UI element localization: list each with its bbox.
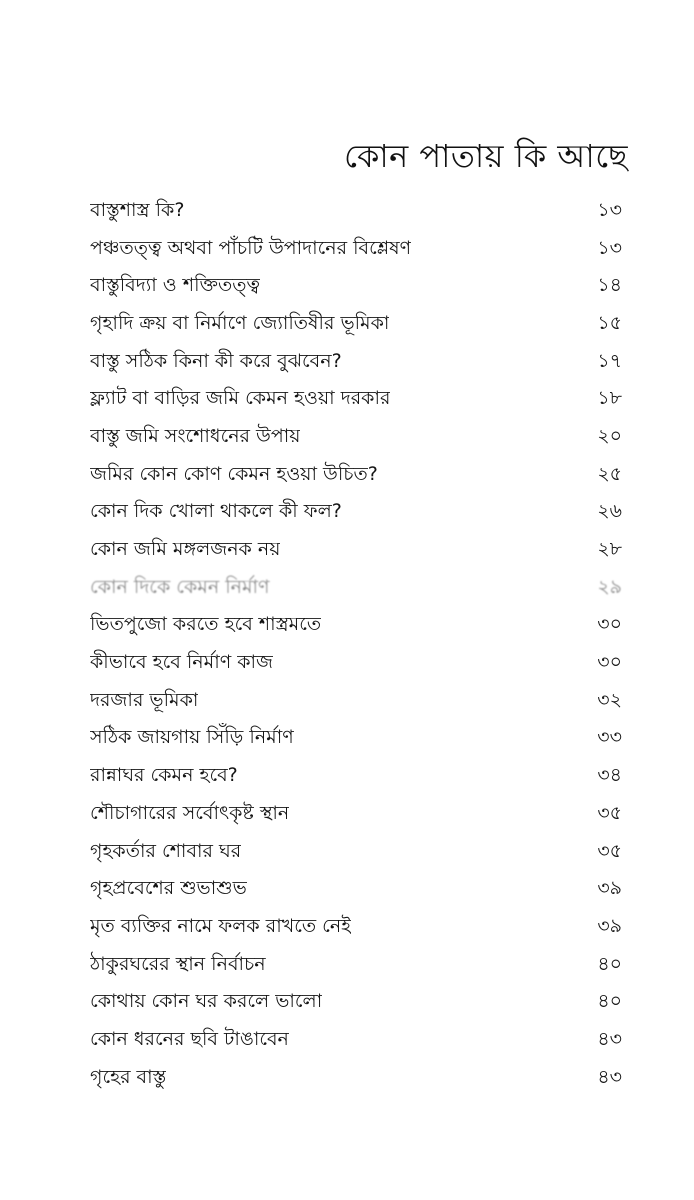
- toc-entry: [90, 193, 622, 231]
- toc-entry-title: দরজার ভূমিকা: [90, 688, 199, 711]
- toc-entry-page: ৪০: [597, 990, 622, 1013]
- toc-entry-page: ৪৩: [597, 1065, 622, 1088]
- toc-entry: [90, 947, 622, 985]
- toc-entry-page: ২৫: [597, 462, 622, 485]
- toc-entry: [90, 1060, 622, 1098]
- toc-entry-page: ১৪: [597, 274, 622, 297]
- toc-entry: [90, 457, 622, 495]
- toc-entry: [90, 796, 622, 834]
- toc-entry-page: ২৯: [597, 575, 622, 598]
- toc-entry-page: ৪০: [597, 952, 622, 975]
- toc-entry: [90, 721, 622, 759]
- toc-entry-title: মৃত ব্যক্তির নামে ফলক রাখতে নেই: [90, 914, 352, 937]
- toc-entry: [90, 495, 622, 533]
- toc-entry-title: সঠিক জায়গায় সিঁড়ি নির্মাণ: [90, 726, 294, 749]
- toc-entry: [90, 683, 622, 721]
- toc-entry: [90, 909, 622, 947]
- toc-entry-title: কোন দিক খোলা থাকলে কী ফল?: [90, 500, 342, 523]
- toc-entry: [90, 834, 622, 872]
- toc-entry-title: গৃহাদি ক্রয় বা নির্মাণে জ্যোতিষীর ভূমিকা: [90, 311, 390, 334]
- toc-entry: [90, 344, 622, 382]
- toc-entry-title: পঞ্চতত্ত্ব অথবা পাঁচটি উপাদানের বিশ্লেষণ: [90, 236, 412, 259]
- toc-entry-title: গৃহকর্তার শোবার ঘর: [90, 839, 242, 862]
- toc-entry-title: বাস্তু সঠিক কিনা কী করে বুঝবেন?: [90, 349, 342, 372]
- toc-entry-page: ২৮: [597, 538, 622, 561]
- page-title: কোন পাতায় কি আছে: [343, 137, 628, 175]
- toc-entry-title: কোন দিকে কেমন নির্মাণ: [90, 575, 270, 598]
- toc-entry-title: বাস্তুশাস্ত্র কি?: [90, 198, 185, 221]
- toc-entry: [90, 645, 622, 683]
- toc-entry-page: ৪৩: [597, 1027, 622, 1050]
- toc-entry-title: ভিতপুজো করতে হবে শাস্ত্রমতে: [90, 613, 322, 636]
- toc-entry: [90, 231, 622, 269]
- toc-entry-page: ৩৫: [597, 839, 622, 862]
- toc-entry-page: ৩৪: [597, 764, 622, 787]
- toc-entry-page: ৩৩: [597, 726, 622, 749]
- toc-entry-title: জমির কোন কোণ কেমন হওয়া উচিত?: [90, 462, 378, 485]
- toc-entry-smudged: [90, 570, 622, 608]
- toc-entry: [90, 1022, 622, 1060]
- toc-entry-title: শৌচাগারের সর্বোৎকৃষ্ট স্থান: [90, 801, 290, 824]
- toc-entry-page: ৩৯: [597, 914, 622, 937]
- toc-entry: [90, 871, 622, 909]
- toc-entry-title: বাস্তুবিদ্যা ও শক্তিতত্ত্ব: [90, 274, 260, 297]
- toc-entry: [90, 608, 622, 646]
- toc-entry-page: ৩৫: [597, 801, 622, 824]
- toc-entry-page: ২০: [597, 424, 622, 447]
- toc-entry-title: কোন জমি মঙ্গলজনক নয়: [90, 538, 281, 561]
- toc-entry-page: ৩৯: [597, 877, 622, 900]
- toc-entry-page: ১৮: [597, 387, 622, 410]
- toc-entry-title: গৃহের বাস্তু: [90, 1065, 167, 1088]
- toc-entry: [90, 381, 622, 419]
- toc-entry-title: ফ্ল্যাট বা বাড়ির জমি কেমন হওয়া দরকার: [90, 387, 391, 410]
- toc-entry: [90, 758, 622, 796]
- toc-entry-page: ১৫: [597, 311, 622, 334]
- toc-entry: [90, 984, 622, 1022]
- toc-entry: [90, 268, 622, 306]
- toc-entry-title: রান্নাঘর কেমন হবে?: [90, 764, 238, 787]
- toc-entry-page: ১৩: [597, 198, 622, 221]
- toc-entry-title: ঠাকুরঘরের স্থান নির্বাচন: [90, 952, 266, 975]
- toc-entry-title: কোথায় কোন ঘর করলে ভালো: [90, 990, 323, 1013]
- toc-entry-title: বাস্তু জমি সংশোধনের উপায়: [90, 424, 301, 447]
- toc-entry: [90, 306, 622, 344]
- toc-entry-page: ৩২: [597, 688, 622, 711]
- toc-entry-title: গৃহপ্রবেশের শুভাশুভ: [90, 877, 247, 900]
- toc-entry-page: ১৩: [597, 236, 622, 259]
- toc-entry-page: ৩০: [597, 613, 622, 636]
- toc-entry-page: ৩০: [597, 651, 622, 674]
- toc-entry: [90, 532, 622, 570]
- toc-entry-title: কোন ধরনের ছবি টাঙাবেন: [90, 1027, 289, 1050]
- toc-entry-page: ২৬: [597, 500, 622, 523]
- toc-entry: [90, 419, 622, 457]
- toc-entry-page: ১৭: [597, 349, 622, 372]
- table-of-contents: [90, 193, 622, 1098]
- toc-entry-title: কীভাবে হবে নির্মাণ কাজ: [90, 651, 274, 674]
